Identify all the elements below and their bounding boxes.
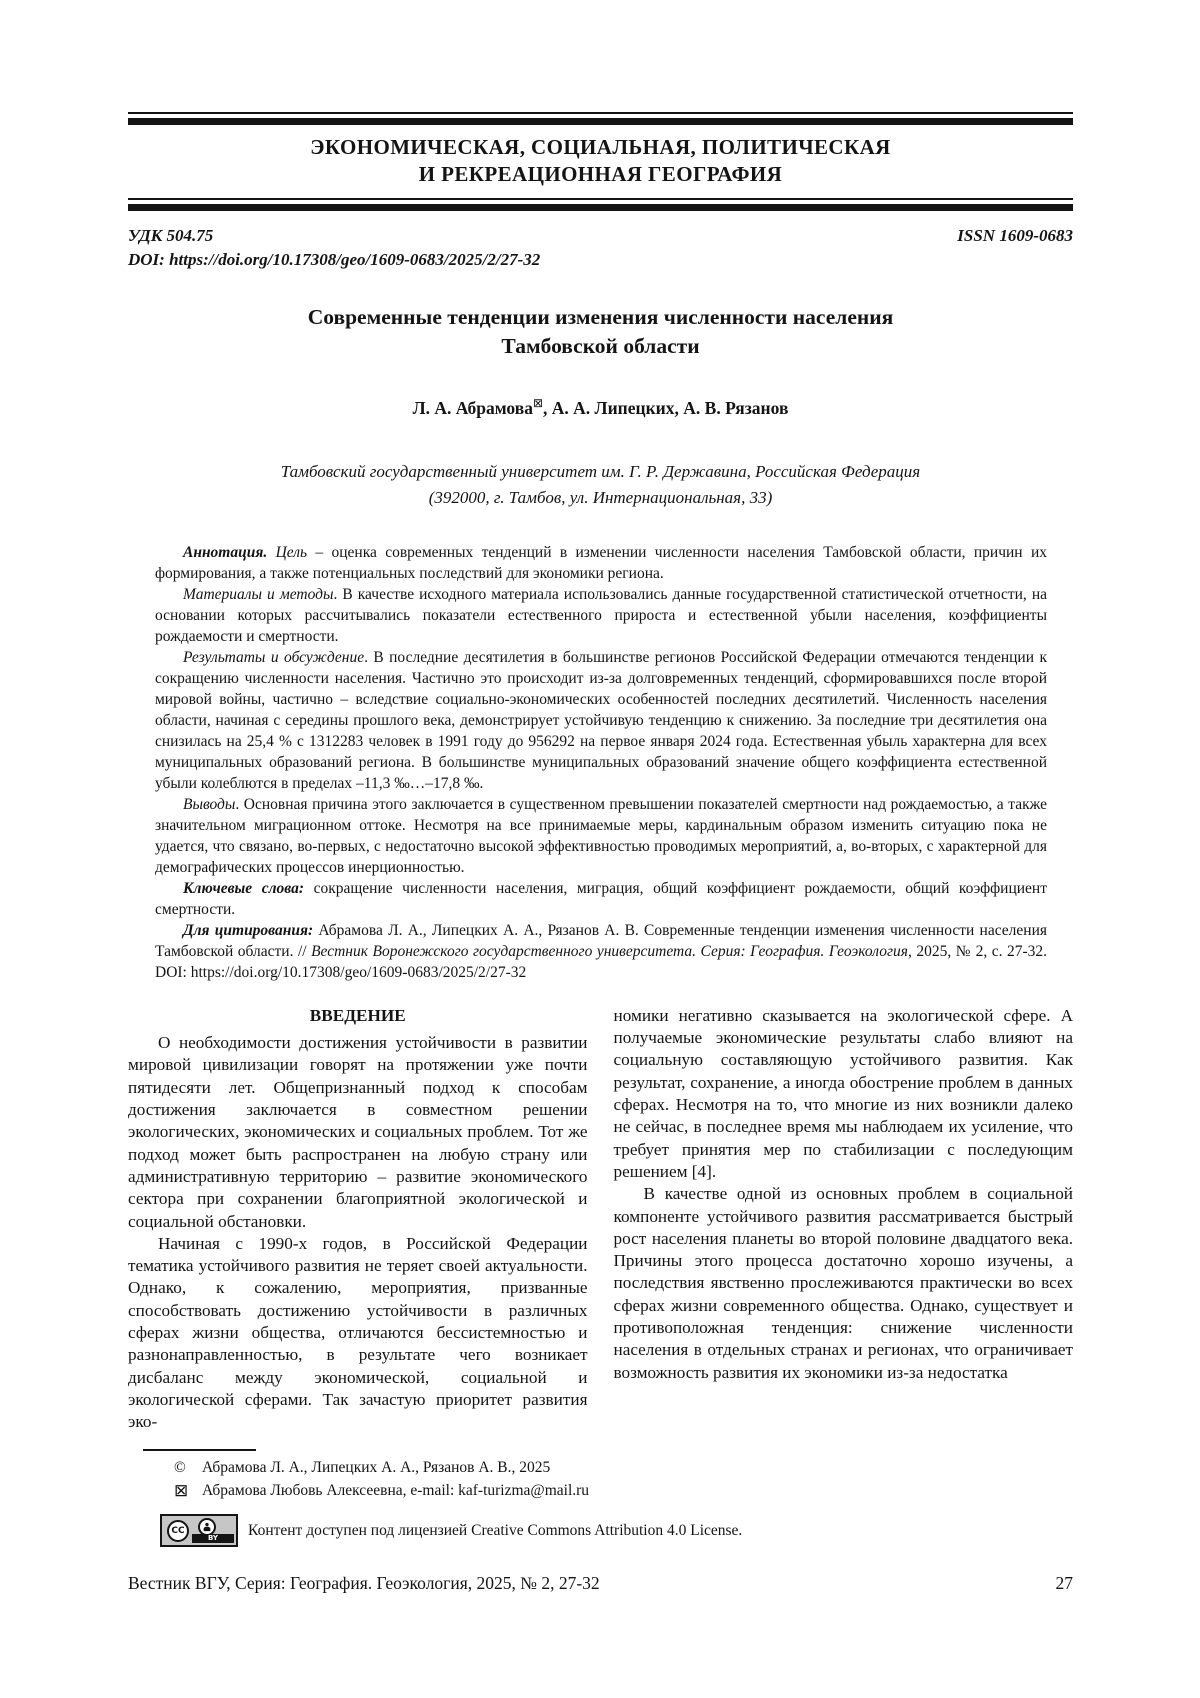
affiliation-block [128, 459, 1073, 511]
article-title-line1: Современные тенденции изменения численности населения [307, 305, 894, 329]
body-columns [128, 1005, 1073, 1434]
author-abramova: Л. А. Абрамова [412, 397, 533, 418]
bottom-thin-rule [128, 198, 1073, 200]
meta-row [128, 225, 1073, 246]
section-heading-line1: ЭКОНОМИЧЕСКАЯ, СОЦИАЛЬНАЯ, ПОЛИТИЧЕСКАЯ [310, 135, 891, 159]
citation-label: Для цитирования: [183, 921, 314, 939]
citation-text2: , 2025, № 2, с. 27-32. DOI: https://doi.org/10.17308/geo/1609-0683/2025/2/27-32 [155, 942, 1047, 981]
license-row [128, 1514, 1073, 1547]
authors-rest: , А. А. Липецких, А. В. Рязанов [543, 397, 789, 418]
top-thin-rule [128, 112, 1073, 114]
results-text: . В последние десятилетия в большинстве регионов Российской Федерации отмечаются тенденции к сокращению численности населения. Частично это происходит из-за долговременных тенденций, сформировавшихся после второй мировой войны, частично – вследствие социально-экономических особенностей последних десятилетий. Численность населения области, начиная с середины прошлого века, демонстрирует устойчивую тенденцию к снижению. За последние три десятилетия она снизилась на 25,4 % с 1312283 человек в 1991 году до 956292 на первое января 2024 года. Естественная убыль характерна для всех муниципальных образований региона. В большинстве муниципальных образований значение общего коэффициента естественной убыли колеблются в пределах –11,3 ‰…–17,8 ‰. [155, 648, 1047, 792]
right-column-paragraph-1: номики негативно сказывается на экологической сфере. А получаемые экономические результаты слабо влияют на социальную составляющую устойчивого развития. Как результат, сохранение, а иногда обострение проблем в данных сферах. Несмотря на то, что многие из них возникли далеко не сейчас, в последнее время мы наблюдаем их усиление, что требует принятия мер по стабилизации с последующим решением [4]. [613, 1005, 1073, 1181]
abstract-keywords [155, 878, 1047, 920]
abstract-annotation [155, 542, 1047, 584]
section-banner [128, 112, 1073, 211]
copyright-text: Абрамова Л. А., Липецких А. А., Рязанов А. В., 2025 [202, 1459, 551, 1477]
right-column-paragraph-2: В качестве одной из основных проблем в социальной компоненте устойчивого развития рассматривается быстрый рост населения планеты во второй половине двадцатого века. Причины этого процесса достаточно хорошо изучены, а последствия явственно прослеживаются практически во всех сферах жизни современного общества. Однако, существует и противоположная тенденция: снижение численности населения в отдельных странах и регионах, что ограничивает возможность развития их экономики из-за недостатка [613, 1184, 1073, 1382]
affiliation-line: Тамбовский государственный университет им. Г. Р. Державина, Российская Федерация [280, 461, 921, 481]
left-column [128, 1005, 588, 1434]
conclusions-label: Выводы [183, 795, 236, 813]
introduction-heading: ВВЕДЕНИЕ [309, 1005, 406, 1025]
abstract-conclusions [155, 794, 1047, 878]
abstract-results [155, 647, 1047, 794]
abstract-methods [155, 584, 1047, 647]
annotation-goal-label: Цель [275, 543, 308, 561]
issn-code: ISSN 1609-0683 [957, 226, 1073, 245]
license-text: Контент доступен под лицензией Creative Commons Attribution 4.0 License. [248, 1522, 743, 1540]
keywords-text: сокращение численности населения, миграция, общий коэффициент рождаемости, общий коэффициент смертности. [155, 879, 1047, 918]
top-thick-rule [128, 118, 1073, 125]
article-title [128, 303, 1073, 361]
footnote-rule [143, 1449, 256, 1451]
bottom-thick-rule [128, 204, 1073, 211]
footnotes-block [128, 1449, 1073, 1547]
corresponding-author-line [128, 1479, 1073, 1502]
article-title-line2: Тамбовской области [501, 334, 700, 358]
doi-line: DOI: https://doi.org/10.17308/geo/1609-0683/2025/2/27-32 [128, 250, 541, 269]
copyright-line [128, 1456, 1073, 1479]
annotation-text: – оценка современных тенденций в изменении численности населения Тамбовской области, причин их формирования, а также потенциальных последствий для экономики региона. [155, 543, 1047, 582]
citation-text1: Абрамова Л. А., Липецких А. А., Рязанов А. В. Современные тенденции изменения численности населения Тамбовской области. // [155, 921, 1047, 960]
envelope-icon: ⊠ [174, 1481, 189, 1501]
cc-by-label: BY [192, 1534, 234, 1543]
right-column [614, 1005, 1074, 1434]
conclusions-text: . Основная причина этого заключается в существенном превышении показателей смертности над рождаемостью, а также значительном миграционном оттоке. Несмотря на все принимаемые меры, кардинальным образом изменить ситуацию пока не удается, что связано, во-первых, с недостаточно высокой эффективностью проводимых мероприятий, а, во-вторых, с характерной для демографических процессов инерционностью. [155, 795, 1047, 876]
cc-icon: CC [167, 1520, 189, 1542]
authors-line [128, 392, 1073, 419]
banner-bottom-rules [128, 198, 1073, 211]
journal-footer-line: Вестник ВГУ, Серия: География. Геоэкология, 2025, № 2, 27-32 [128, 1573, 600, 1594]
cc-by-badge [160, 1514, 238, 1547]
citation-journal-name: Вестник Воронежского государственного университета. Серия: География. Геоэкология [311, 942, 908, 960]
section-heading-line2: И РЕКРЕАЦИОННАЯ ГЕОГРАФИЯ [418, 162, 783, 186]
left-column-paragraph-1: О необходимости достижения устойчивости в развитии мировой цивилизации говорят на протяжении уже почти пятидесяти лет. Общепризнанный подход к способам достижения заключается в совместном решении экологических, экономических и социальных проблем. Тот же подход может быть распространен на любую страну или административную территорию – развитие экономического сектора при сохранении благоприятной экологической и социальной обстановки. [128, 1033, 588, 1231]
envelope-icon: ⊠ [532, 396, 544, 410]
left-column-paragraph-2: Начиная с 1990-х годов, в Российской Федерации тематика устойчивого развития не теряет своей актуальности. Однако, к сожалению, мероприятия, призванные способствовать достижению устойчивости в различных сферах жизни общества, отличаются бессистемностью и разнонаправленностью, в результате чего возникает дисбаланс между экономической, социальной и экологической сферами. Так зачастую приоритет развития эко- [128, 1233, 588, 1432]
page-number: 27 [1055, 1573, 1073, 1594]
keywords-label: Ключевые слова: [183, 879, 305, 897]
abstract-block [155, 542, 1047, 983]
udk-code: УДК 504.75 [128, 226, 214, 245]
corresponding-author-text: Абрамова Любовь Алексеевна, e-mail: kaf-turizma@mail.ru [202, 1482, 590, 1500]
annotation-label: Аннотация. [183, 543, 268, 561]
affiliation-address: (392000, г. Тамбов, ул. Интернациональная, 33) [428, 487, 773, 507]
methods-label: Материалы и методы [183, 585, 334, 603]
citation-paragraph [155, 920, 1047, 983]
results-label: Результаты и обсуждение [183, 648, 365, 666]
section-heading [128, 125, 1073, 198]
methods-text: . В качестве исходного материала использовались данные государственной статистической отчетности, на основании которых рассчитывались показатели естественного прироста и естественной убыли населения, коэффициенты рождаемости и смертности. [155, 585, 1047, 645]
page-footer [128, 1573, 1073, 1594]
copyright-icon: © [174, 1459, 186, 1477]
